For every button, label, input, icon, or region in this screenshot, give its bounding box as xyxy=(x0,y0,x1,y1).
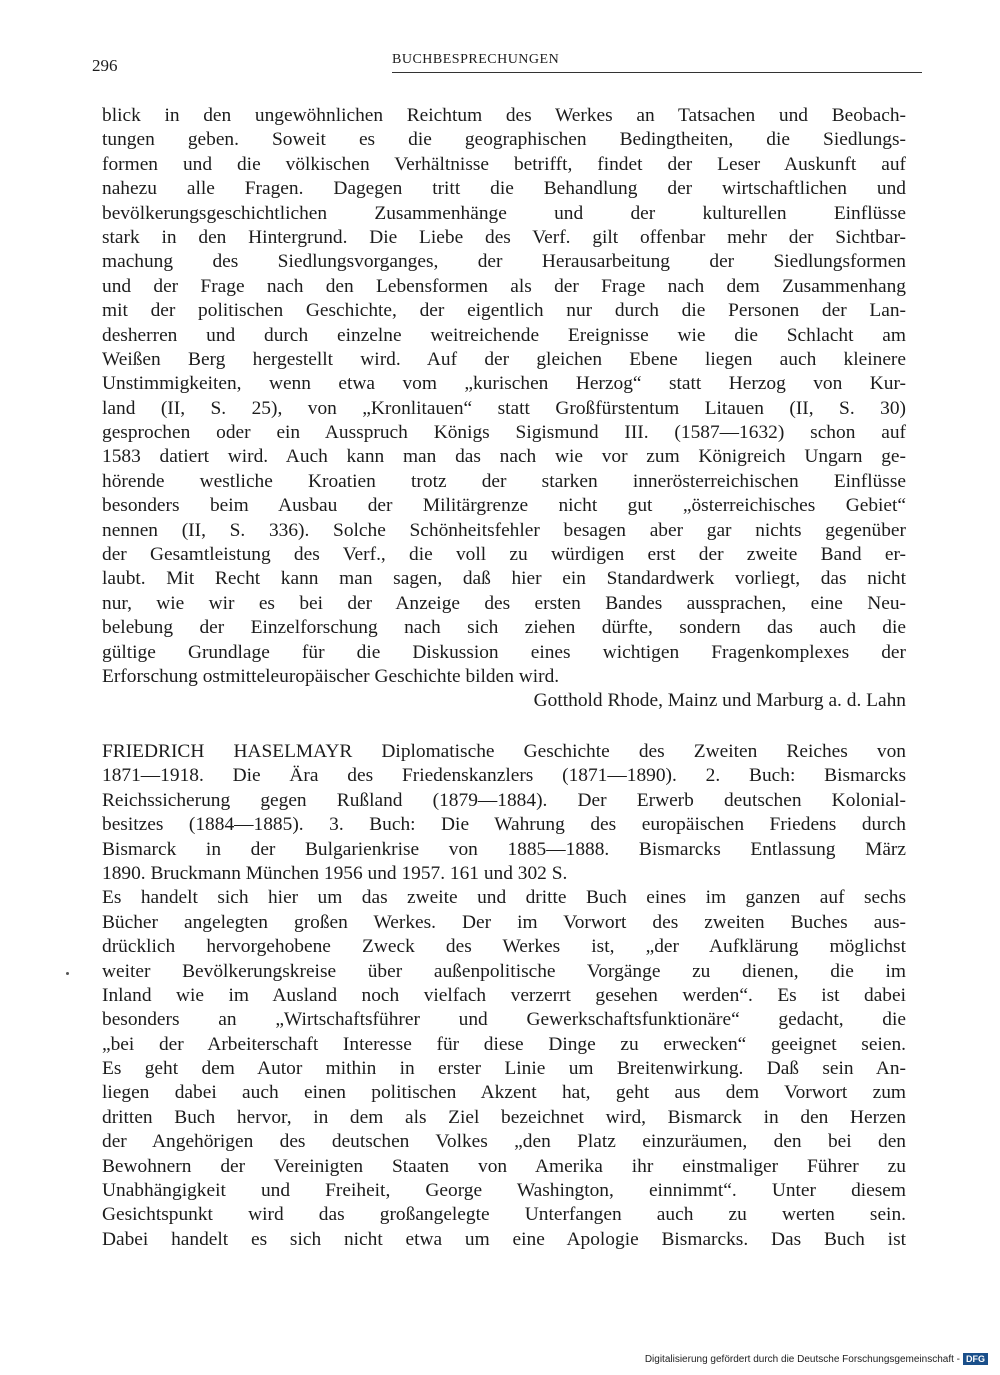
text-line: nennen (II, S. 336). Solche Schönheitsfehler besagen aber gar nichts gegenüber xyxy=(102,519,906,541)
text-line: Es handelt sich hier um das zweite und dritte Buch eines im ganzen auf sechs xyxy=(102,887,906,909)
text-line: bevölkerungsgeschichtlichen Zusammenhänge und der kulturellen Einflüsse xyxy=(102,202,906,224)
text-line: laubt. Mit Recht kann man sagen, daß hier ein Standardwerk vorliegt, das nicht xyxy=(102,568,906,590)
review-continuation xyxy=(102,104,906,714)
text-line: besonders beim Ausbau der Militärgrenze nicht gut „österreichisches Gebiet“ xyxy=(102,495,906,517)
citation-line: 1890. Bruckmann München 1956 und 1957. 161 und 302 S. xyxy=(102,862,568,884)
text-line: belebung der Einzelforschung nach sich ziehen dürfte, sondern das auch die xyxy=(102,617,906,639)
text-line: tungen geben. Soweit es die geographischen Bedingtheiten, die Siedlungs- xyxy=(102,129,906,151)
credit-text: Digitalisierung gefördert durch die Deutsche Forschungsgemeinschaft - xyxy=(644,1353,960,1365)
text-line: und der Frage nach den Lebensformen als der Frage nach dem Zusammenhang xyxy=(102,275,906,297)
text-line: nahezu alle Fragen. Dagegen tritt die Behandlung der wirtschaftlichen und xyxy=(102,178,906,200)
text-line: Unabhängigkeit und Freiheit, George Washington, einnimmt“. Unter diesem xyxy=(102,1180,906,1202)
text-line: Dabei handelt es sich nicht etwa um eine Apologie Bismarcks. Das Buch ist xyxy=(102,1228,906,1250)
text-line: liegen dabei auch einen politischen Akzent hat, geht aus dem Vorwort zum xyxy=(102,1082,906,1104)
text-line: drücklich hervorgehobene Zweck des Werkes ist, „der Aufklärung möglichst xyxy=(102,936,906,958)
text-line: land (II, S. 25), von „Kronlitauen“ statt Großfürstentum Litauen (II, S. 30) xyxy=(102,397,906,419)
running-head: BUCHBESPRECHUNGEN xyxy=(392,52,560,67)
digitization-credit xyxy=(645,1353,988,1365)
text-line: Unstimmigkeiten, wenn etwa vom „kurischen Herzog“ statt Herzog von Kur- xyxy=(102,373,906,395)
dfg-logo: DFG xyxy=(963,1353,988,1365)
text-line: der Gesamtleistung des Verf., die voll zu würdigen erst der zweite Band er- xyxy=(102,544,906,566)
citation-line: besitzes (1884—1885). 3. Buch: Die Wahrung des europäischen Friedens durch xyxy=(102,814,906,836)
text-line: desherren und durch einzelne weitreichende Ereignisse wie die Schlacht am xyxy=(102,324,906,346)
header-rule xyxy=(392,72,922,73)
citation-line: 1871—1918. Die Ära des Friedenskanzlers (1871—1890). 2. Buch: Bismarcks xyxy=(102,765,906,787)
text-line: der Angehörigen des deutschen Volkes „den Platz einzuräumen, den bei den xyxy=(102,1131,906,1153)
text-line: nur, wie wir es bei der Anzeige des ersten Bandes aussprachen, eine Neu- xyxy=(102,592,906,614)
text-line: mit der politischen Geschichte, der eigentlich nur durch die Personen der Lan- xyxy=(102,300,906,322)
text-line: hörende westliche Kroatien trotz der starken innerösterreichischen Einflüsse xyxy=(102,470,906,492)
text-line: Erforschung ostmitteleuropäischer Geschichte bilden wird. xyxy=(102,665,560,687)
text-line: Bücher angelegten großen Werkes. Der im Vorwort des zweiten Buches aus- xyxy=(102,911,906,933)
citation-line: Bismarck in der Bulgarienkrise von 1885—1888. Bismarcks Entlassung März xyxy=(102,838,906,860)
text-line: weiter Bevölkerungskreise über außenpolitische Vorgänge zu dienen, die im xyxy=(102,960,906,982)
text-line: Gesichtspunkt wird das großangelegte Unterfangen auch zu werten sein. xyxy=(102,1204,906,1226)
text-line: gültige Grundlage für die Diskussion eines wichtigen Fragenkomplexes der xyxy=(102,641,906,663)
page-header xyxy=(92,52,922,78)
text-line: „bei der Arbeiterschaft Interesse für diese Dinge zu erwecken“ geeignet seien. xyxy=(102,1033,906,1055)
text-line: Weißen Berg hergestellt wird. Auf der gleichen Ebene liegen auch kleinere xyxy=(102,348,906,370)
citation-line: FRIEDRICH HASELMAYR Diplomatische Geschichte des Zweiten Reiches von xyxy=(102,741,906,762)
text-line: formen und die völkischen Verhältnisse betrifft, findet der Leser Auskunft auf xyxy=(102,153,906,175)
reviewer-signature: Gotthold Rhode, Mainz und Marburg a. d. Lahn xyxy=(533,690,906,712)
text-line: Inland wie im Ausland noch vielfach verzerrt gesehen werden“. Es ist dabei xyxy=(102,984,906,1006)
text-line: Bewohnern der Vereinigten Staaten von Amerika ihr einstmaliger Führer zu xyxy=(102,1155,906,1177)
citation-line: Reichssicherung gegen Rußland (1879—1884). Der Erwerb deutschen Kolonial- xyxy=(102,789,906,811)
text-line: dritten Buch hervor, in dem als Ziel bezeichnet wird, Bismarck in den Herzen xyxy=(102,1106,906,1128)
text-line: blick in den ungewöhnlichen Reichtum des Werkes an Tatsachen und Beobach- xyxy=(102,105,906,126)
page-number: 296 xyxy=(92,56,118,75)
text-line: gesprochen oder ein Ausspruch Königs Sigismund III. (1587—1632) schon auf xyxy=(102,422,906,444)
review-haselmayr xyxy=(102,740,906,1252)
text-line: machung des Siedlungsvorganges, der Herausarbeitung der Siedlungsformen xyxy=(102,251,906,273)
text-line: 1583 datiert wird. Auch kann man das nach wie vor zum Königreich Ungarn ge- xyxy=(102,446,906,468)
text-line: Es geht dem Autor mithin in erster Linie um Breitenwirkung. Daß sein An- xyxy=(102,1058,906,1080)
text-line: stark in den Hintergrund. Die Liebe des Verf. gilt offenbar mehr der Sichtbar- xyxy=(102,226,906,248)
scan-speck xyxy=(66,972,69,975)
text-line: besonders an „Wirtschaftsführer und Gewerkschaftsfunktionäre“ gedacht, die xyxy=(102,1009,906,1031)
